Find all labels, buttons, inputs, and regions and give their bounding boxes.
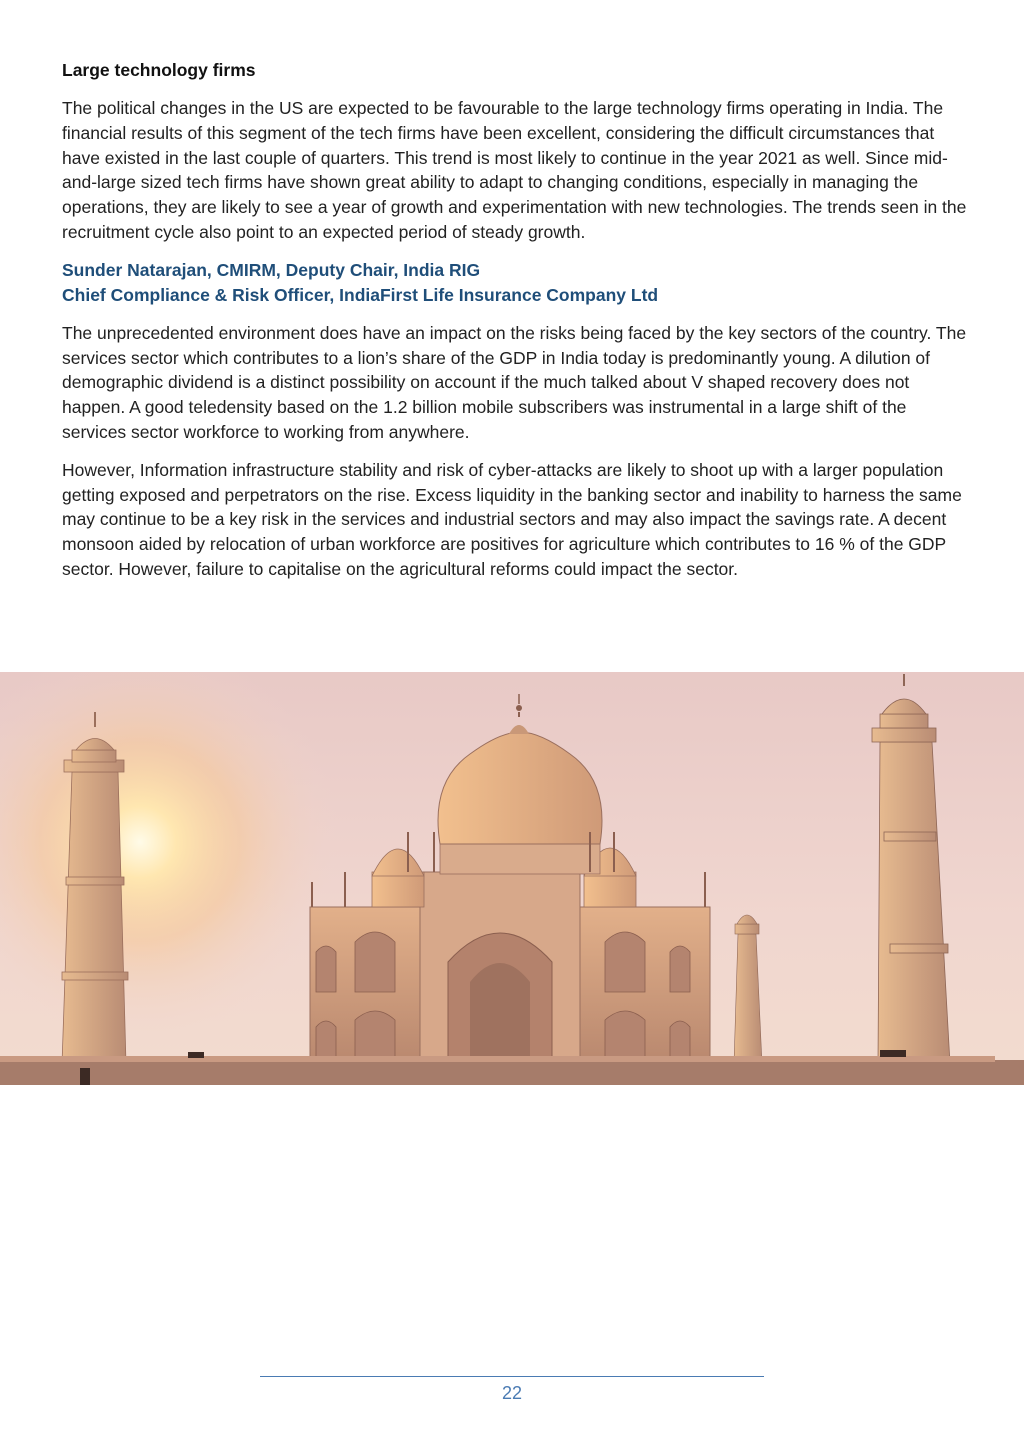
paragraph-1: The unprecedented environment does have an impact on the risks being faced by the key sectors of the country. The services sector which contributes to a lion’s share of the GDP in India today is predominantly young. A dilution of demographic dividend is a distinct possibility on account if the much talked about V shaped recovery does not happen. A good teledensity based on the 1.2 billion mobile subscribers was instrumental in a large shift of the services sector workforce to working from anywhere. [62, 322, 967, 442]
section-heading: Large technology firms [62, 60, 256, 80]
section-paragraph: The political changes in the US are expected to be favourable to the large technology firms operating in India. The financial results of this segment of the tech firms have been excellent, considering the difficult circumstances that have existed in the last couple of quarters. This trend is most likely to continue in the year 2021 as well. Since mid-and-large sized tech firms have shown great ability to adapt to changing conditions, especially in managing the operations, they are likely to see a year of growth and experimentation with new technologies. The trends seen in the recruitment cycle also point to an expected period of steady growth. [62, 98, 967, 242]
paragraph-2: However, Information infrastructure stability and risk of cyber-attacks are likely to shoot up with a larger population getting exposed and perpetrators on the rise. Excess liquidity in the banking sector and inability to harness the same may continue to be a key risk in the services and industrial sectors and may also impact the savings rate. A decent monsoon aided by relocation of urban workforce are positives for agriculture which contributes to 16 % of the GDP sector. However, failure to capitalise on the agricultural reforms could impact the sector. [62, 459, 962, 579]
byline-name: Sunder Natarajan, CMIRM, Deputy Chair, India RIG [62, 259, 481, 280]
byline-title: Chief Compliance & Risk Officer, IndiaFirst Life Insurance Company Ltd [62, 284, 659, 305]
taj-mahal-photo [0, 672, 1024, 1085]
author-byline [62, 258, 967, 308]
article-body [62, 58, 967, 595]
page-number: 22 [501, 1383, 523, 1403]
footer-divider [260, 1376, 764, 1377]
